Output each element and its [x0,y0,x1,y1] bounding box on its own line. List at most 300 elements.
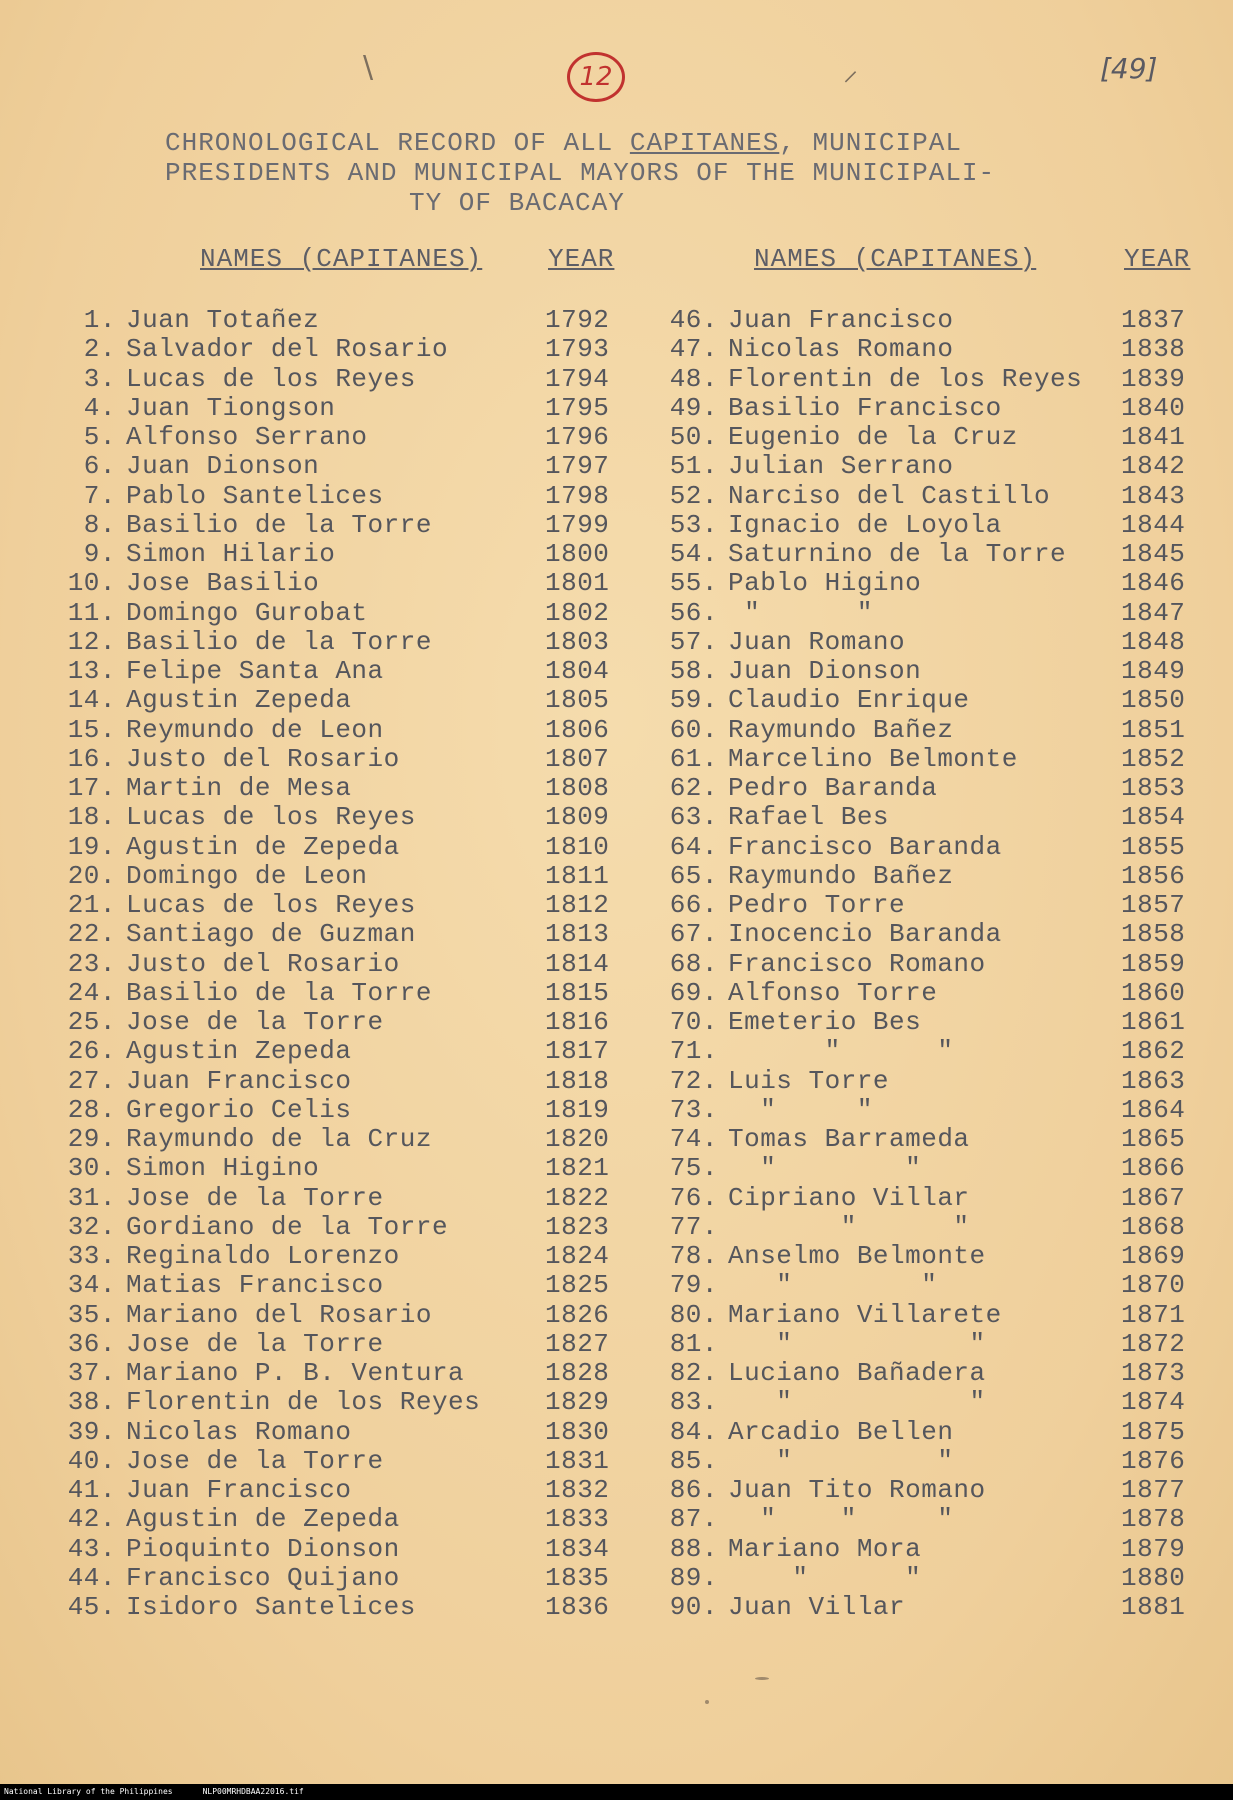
entry-name: Mariano P. B. Ventura [126,1358,465,1388]
entry-name: Simon Higino [126,1153,320,1184]
entry-year: 1825 [545,1270,610,1301]
entry-number: 90. [669,1592,718,1622]
list-item [58,979,625,1008]
entry-year: 1842 [1121,451,1186,482]
list-item [58,657,625,686]
entry-name: Julian Serrano [728,451,954,482]
entry-name: Alfonso Serrano [126,422,368,452]
list-item [660,1330,1201,1359]
list-item [58,423,625,452]
entry-year: 1838 [1121,334,1186,365]
entry-year: 1840 [1121,392,1186,423]
entry-number: 12. [67,626,116,657]
entry-number: 13. [67,656,116,686]
entry-name: " " [728,1445,954,1476]
entry-name: Agustin de Zepeda [126,1504,400,1535]
list-item [660,891,1201,920]
entry-name: Agustin Zepeda [126,685,352,716]
entry-year: 1858 [1121,919,1186,950]
list-item [58,1359,625,1388]
entry-number: 57. [669,626,718,657]
entry-name: Justo del Rosario [126,743,400,774]
entry-name: Jose de la Torre [126,1445,384,1476]
entry-number: 28. [67,1094,116,1125]
entry-number: 59. [669,685,718,716]
list-item [58,452,625,481]
entry-number: 88. [669,1533,718,1564]
list-item [58,716,625,745]
entry-name: " " [728,1036,954,1067]
entry-year: 1874 [1121,1387,1186,1418]
list-item [660,979,1201,1008]
entry-number: 74. [669,1124,718,1154]
entry-name: Narciso del Castillo [728,480,1051,511]
list-item [58,394,625,423]
entry-number: 14. [67,685,116,716]
entry-name: Pioquinto Dionson [126,1533,400,1564]
entry-number: 34. [67,1270,116,1301]
entry-year: 1862 [1121,1036,1186,1067]
list-item [58,1154,625,1183]
list-item [58,1242,625,1271]
entry-name: Jose Basilio [126,568,320,599]
entry-name: Arcadio Bellen [728,1416,954,1447]
entry-name: Matias Francisco [126,1270,384,1301]
entry-year: 1835 [545,1562,610,1593]
entry-name: Claudio Enrique [728,685,970,716]
entry-name: Felipe Santa Ana [126,656,384,686]
entry-number: 24. [67,977,116,1008]
entry-name: Juan Romano [728,626,906,657]
entry-name: Rafael Bes [728,802,890,833]
entry-year: 1800 [545,539,610,569]
entry-number: 61. [669,743,718,774]
entry-name: Lucas de los Reyes [126,802,416,833]
entry-name: Francisco Romano [728,948,986,979]
entry-year: 1868 [1121,1211,1186,1242]
page-number: 12 [567,52,625,102]
entry-year: 1859 [1121,948,1186,979]
entry-number: 85. [669,1445,718,1476]
footer-file: NLP00MRHDBAA22016.tif [202,1787,304,1796]
entry-year: 1836 [545,1592,610,1622]
list-item [58,686,625,715]
entry-name: Justo del Rosario [126,948,400,979]
list-item [58,628,625,657]
list-item [660,1037,1201,1066]
entry-number: 79. [669,1270,718,1301]
entry-year: 1846 [1121,568,1186,599]
list-item [660,1184,1201,1213]
entry-name: Florentin de los Reyes [126,1387,481,1418]
entry-number: 51. [669,451,718,482]
entry-year: 1821 [545,1153,610,1184]
list-item [660,745,1201,774]
entry-name: Anselmo Belmonte [728,1241,986,1271]
list-item [58,745,625,774]
entry-year: 1810 [545,831,610,862]
entry-name: Agustin Zepeda [126,1036,352,1067]
entry-number: 26. [67,1036,116,1067]
entry-number: 62. [669,773,718,803]
entry-year: 1857 [1121,890,1186,920]
entry-name: Nicolas Romano [728,334,954,365]
entry-name: Pablo Santelices [126,480,384,511]
list-item [58,1418,625,1447]
entry-name: Lucas de los Reyes [126,363,416,394]
entry-number: 25. [67,1007,116,1037]
entry-year: 1876 [1121,1445,1186,1476]
entry-name: " " [728,1387,986,1418]
entry-year: 1811 [545,860,610,891]
list-item [660,1447,1201,1476]
entry-name: Juan Dionson [126,451,320,482]
list-item [58,1301,625,1330]
entry-year: 1852 [1121,743,1186,774]
entry-year: 1793 [545,334,610,365]
entry-number: 60. [669,714,718,745]
entry-number: 45. [67,1592,116,1622]
list-item [58,1535,625,1564]
entry-number: 77. [669,1211,718,1242]
entry-year: 1806 [545,714,610,745]
header-year-right: YEAR [1124,244,1191,274]
entry-year: 1854 [1121,802,1186,833]
entry-name: Isidoro Santelices [126,1592,416,1622]
entry-name: Luis Torre [728,1065,890,1096]
entry-name: Mariano Mora [728,1533,922,1564]
scan-footer [0,1784,1233,1800]
entry-number: 40. [67,1445,116,1476]
entry-name: Juan Dionson [728,656,922,686]
entry-name: " " [728,1328,986,1359]
list-item [58,1476,625,1505]
list-item [58,950,625,979]
entry-name: Francisco Quijano [126,1562,400,1593]
entry-number: 4. [83,392,116,423]
entry-year: 1853 [1121,773,1186,803]
entry-number: 8. [83,509,116,540]
entry-name: Basilio de la Torre [126,509,432,540]
entry-year: 1850 [1121,685,1186,716]
list-item [660,1476,1201,1505]
folio-number: [49] [1100,52,1158,85]
entry-year: 1818 [545,1065,610,1096]
entry-name: Santiago de Guzman [126,919,416,950]
entry-name: Jose de la Torre [126,1182,384,1213]
list-item [58,920,625,949]
list-item [58,335,625,364]
entry-year: 1875 [1121,1416,1186,1447]
entry-number: 50. [669,422,718,452]
entry-year: 1802 [545,597,610,628]
entry-name: Jose de la Torre [126,1328,384,1359]
entry-number: 72. [669,1065,718,1096]
entry-year: 1807 [545,743,610,774]
list-item [58,306,625,335]
entry-number: 54. [669,539,718,569]
entry-year: 1830 [545,1416,610,1447]
entry-year: 1849 [1121,656,1186,686]
entry-year: 1797 [545,451,610,482]
list-item [58,511,625,540]
title-line-2: PRESIDENTS AND MUNICIPAL MAYORS OF THE MUNICIPALI- [165,158,996,188]
entry-number: 67. [669,919,718,950]
entry-year: 1828 [545,1358,610,1388]
entry-year: 1820 [545,1124,610,1154]
list-item [58,891,625,920]
entry-number: 16. [67,743,116,774]
footer-institution: National Library of the Philippines [4,1787,173,1796]
list-item [58,862,625,891]
entry-name: Jose de la Torre [126,1007,384,1037]
entry-year: 1855 [1121,831,1186,862]
header-names-left: NAMES (CAPITANES) [200,244,483,274]
entry-number: 43. [67,1533,116,1564]
list-item [660,628,1201,657]
entry-name: Pablo Higino [728,568,922,599]
list-item [58,1067,625,1096]
list-item [660,833,1201,862]
list-item [58,540,625,569]
list-item [660,569,1201,598]
entry-year: 1819 [545,1094,610,1125]
entry-number: 33. [67,1241,116,1271]
entry-name: Basilio de la Torre [126,977,432,1008]
entry-name: " " " [728,1504,954,1535]
entry-year: 1866 [1121,1153,1186,1184]
entry-number: 82. [669,1358,718,1388]
entry-year: 1843 [1121,480,1186,511]
entry-number: 84. [669,1416,718,1447]
entry-name: " " [728,1094,873,1125]
list-item [58,599,625,628]
entry-name: Gregorio Celis [126,1094,352,1125]
entry-year: 1804 [545,656,610,686]
list-item [58,1008,625,1037]
list-item [660,1125,1201,1154]
entry-year: 1861 [1121,1007,1186,1037]
entry-name: Simon Hilario [126,539,336,569]
entry-number: 89. [669,1562,718,1593]
entry-year: 1839 [1121,363,1186,394]
list-item [58,1330,625,1359]
entry-year: 1879 [1121,1533,1186,1564]
list-item [660,1008,1201,1037]
entry-year: 1848 [1121,626,1186,657]
entry-year: 1801 [545,568,610,599]
list-item [660,1359,1201,1388]
entry-name: Emeterio Bes [728,1007,922,1037]
entry-number: 63. [669,802,718,833]
list-item [58,482,625,511]
entry-year: 1865 [1121,1124,1186,1154]
list-item [660,1213,1201,1242]
entry-name: Lucas de los Reyes [126,890,416,920]
entry-number: 81. [669,1328,718,1359]
entry-year: 1856 [1121,860,1186,891]
entry-number: 27. [67,1065,116,1096]
list-item [58,1096,625,1125]
list-item [660,657,1201,686]
entry-number: 68. [669,948,718,979]
list-item [660,862,1201,891]
entry-year: 1813 [545,919,610,950]
entry-year: 1808 [545,773,610,803]
entry-number: 7. [83,480,116,511]
list-item [58,1388,625,1417]
entry-name: Alfonso Torre [728,977,938,1008]
entry-year: 1834 [545,1533,610,1564]
pencil-mark: ⸝ [843,53,858,88]
entry-year: 1792 [545,305,610,335]
entry-number: 11. [67,597,116,628]
entry-number: 83. [669,1387,718,1418]
entry-year: 1814 [545,948,610,979]
list-item [660,394,1201,423]
entry-name: " " [728,1211,970,1242]
list-item [660,1505,1201,1534]
entry-name: Juan Tito Romano [728,1475,986,1505]
entry-number: 30. [67,1153,116,1184]
list-item [58,1125,625,1154]
list-item [660,599,1201,628]
entry-number: 71. [669,1036,718,1067]
entry-name: Reginaldo Lorenzo [126,1241,400,1271]
entry-number: 9. [83,539,116,569]
entry-year: 1867 [1121,1182,1186,1213]
entry-name: Raymundo de la Cruz [126,1124,432,1154]
entry-name: " " [728,1562,922,1593]
entry-number: 58. [669,656,718,686]
entry-number: 80. [669,1299,718,1330]
list-item [660,1301,1201,1330]
entry-name: Raymundo Bañez [728,860,954,891]
entry-number: 76. [669,1182,718,1213]
entry-number: 2. [83,334,116,365]
entry-year: 1871 [1121,1299,1186,1330]
title-line-1-part: CHRONOLOGICAL RECORD OF ALL [165,128,630,158]
entry-year: 1833 [545,1504,610,1535]
entry-name: " " [728,1270,938,1301]
entry-number: 41. [67,1475,116,1505]
entry-year: 1845 [1121,539,1186,569]
list-item [660,540,1201,569]
entry-number: 3. [83,363,116,394]
entry-year: 1794 [545,363,610,394]
entry-name: Tomas Barrameda [728,1124,970,1154]
list-item [660,1535,1201,1564]
entry-number: 10. [67,568,116,599]
entry-year: 1824 [545,1241,610,1271]
entry-name: Inocencio Baranda [728,919,1002,950]
entry-number: 18. [67,802,116,833]
entry-number: 19. [67,831,116,862]
list-item [660,1593,1201,1622]
entry-name: " " [728,1153,922,1184]
list-item [660,803,1201,832]
entry-year: 1847 [1121,597,1186,628]
entry-name: Luciano Bañadera [728,1358,986,1388]
entry-number: 44. [67,1562,116,1593]
title-line-3: TY OF BACACAY [409,188,625,218]
stray-mark [755,1677,769,1680]
entry-year: 1832 [545,1475,610,1505]
entry-name: Francisco Baranda [728,831,1002,862]
list-item [660,1067,1201,1096]
list-item [58,1505,625,1534]
list-item [58,569,625,598]
entry-name: Mariano del Rosario [126,1299,432,1330]
entry-number: 49. [669,392,718,423]
list-item [58,1213,625,1242]
list-item [660,511,1201,540]
list-item [660,423,1201,452]
entry-year: 1812 [545,890,610,920]
stray-mark [705,1700,709,1704]
entry-number: 17. [67,773,116,803]
list-item [660,950,1201,979]
list-item [58,1447,625,1476]
title-capitanes: CAPITANES [629,128,780,158]
entry-year: 1803 [545,626,610,657]
entry-number: 22. [67,919,116,950]
entry-name: Juan Totañez [126,305,320,335]
list-item [58,1564,625,1593]
list-item [660,1271,1201,1300]
entry-number: 75. [669,1153,718,1184]
entry-name: Pedro Baranda [728,773,938,803]
entry-number: 70. [669,1007,718,1037]
entry-year: 1863 [1121,1065,1186,1096]
list-item [58,1593,625,1622]
pencil-mark: \ [363,50,374,85]
list-item [660,335,1201,364]
entry-year: 1805 [545,685,610,716]
list-item [660,452,1201,481]
entry-number: 65. [669,860,718,891]
entry-year: 1844 [1121,509,1186,540]
entry-year: 1823 [545,1211,610,1242]
entry-name: Marcelino Belmonte [728,743,1018,774]
entry-number: 23. [67,948,116,979]
entry-number: 42. [67,1504,116,1535]
entry-number: 37. [67,1358,116,1388]
entry-name: Basilio de la Torre [126,626,432,657]
entry-year: 1816 [545,1007,610,1037]
list-item [660,1242,1201,1271]
entry-number: 5. [83,422,116,452]
entry-number: 56. [669,597,718,628]
entry-year: 1831 [545,1445,610,1476]
entry-name: Raymundo Bañez [728,714,954,745]
entry-year: 1864 [1121,1094,1186,1125]
entry-name: Salvador del Rosario [126,334,449,365]
entry-name: Saturnino de la Torre [728,539,1067,569]
list-item [58,1037,625,1066]
entry-number: 35. [67,1299,116,1330]
entry-name: Ignacio de Loyola [728,509,1002,540]
header-year-left: YEAR [548,244,615,274]
list-item [660,1564,1201,1593]
header-names-right: NAMES (CAPITANES) [754,244,1037,274]
entry-name: Mariano Villarete [728,1299,1002,1330]
entry-name: Agustin de Zepeda [126,831,400,862]
entry-number: 48. [669,363,718,394]
entry-name: Juan Francisco [126,1475,352,1505]
entry-year: 1826 [545,1299,610,1330]
entry-year: 1822 [545,1182,610,1213]
